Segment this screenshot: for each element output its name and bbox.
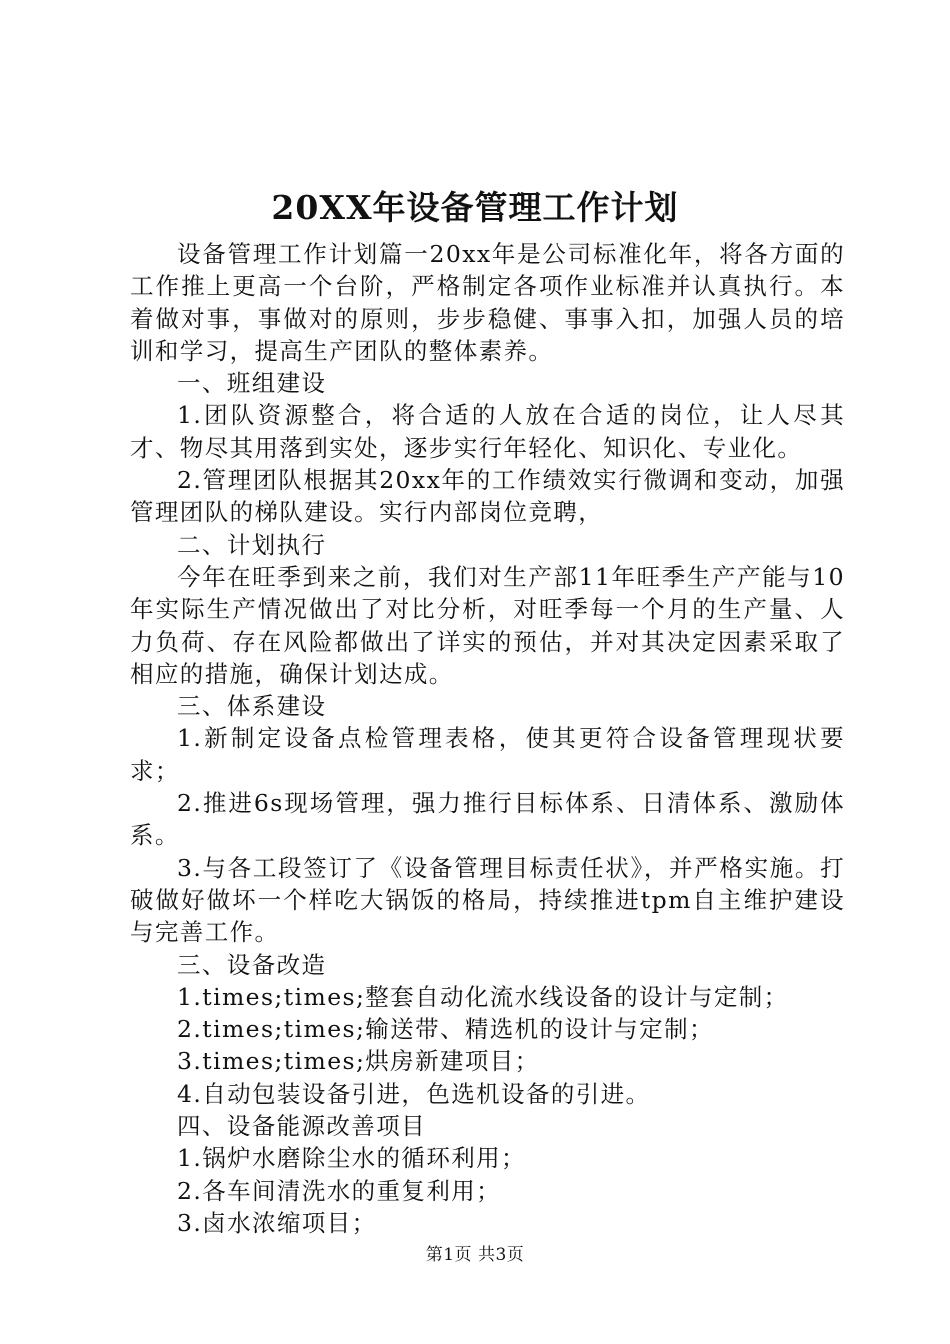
paragraph-plan: 今年在旺季到来之前，我们对生产部11年旺季生产产能与10年实际生产情况做出了对比分析，对旺季每一个月的生产量、人力负荷、存在风险都做出了详实的预估，并对其决定因素采取了相应的措施，确保计划达成。	[130, 562, 845, 688]
list-item-energy-3: 3.卤水浓缩项目；	[177, 1208, 377, 1237]
heading-team-building: 一、班组建设	[177, 369, 327, 398]
list-item-energy-1: 1.锅炉水磨除尘水的循环利用；	[177, 1144, 526, 1173]
list-item-energy-2: 2.各车间清洗水的重复利用；	[177, 1176, 502, 1205]
paragraph-system-2: 2.推进6s现场管理，强力推行目标体系、日清体系、激励体系。	[130, 789, 845, 850]
paragraph-system-3: 3.与各工段签订了《设备管理目标责任状》，并严格实施。打破做好做坏一个样吃大锅饭的格局，持续推进tpm自主维护建设与完善工作。	[130, 853, 845, 947]
list-item-upgrade-3: 3.times;times;烘房新建项目；	[177, 1047, 540, 1076]
page-number-footer: 第1页 共3页	[425, 1245, 525, 1265]
heading-energy-improvement: 四、设备能源改善项目	[177, 1112, 426, 1141]
paragraph-team-2: 2.管理团队根据其20xx年的工作绩效实行微调和变动，加强管理团队的梯队建设。实行内部岗位竞聘，	[130, 466, 845, 527]
paragraph-team-1: 1.团队资源整合，将合适的人放在合适的岗位，让人尽其才、物尽其用落到实处，逐步实行年轻化、知识化、专业化。	[130, 401, 845, 462]
list-item-upgrade-1: 1.times;times;整套自动化流水线设备的设计与定制；	[177, 982, 789, 1011]
document-body	[130, 238, 845, 1239]
document-title: 20XX年设备管理工作计划	[271, 188, 679, 227]
list-item-upgrade-2: 2.times;times;输送带、精选机的设计与定制；	[177, 1015, 714, 1044]
list-item-upgrade-4: 4.自动包装设备引进，色选机设备的引进。	[177, 1079, 651, 1108]
paragraph-system-1: 1.新制定设备点检管理表格，使其更符合设备管理现状要求；	[130, 724, 845, 785]
heading-equipment-upgrade: 三、设备改造	[177, 950, 327, 979]
paragraph-intro: 设备管理工作计划篇一20xx年是公司标准化年，将各方面的工作推上更高一个台阶，严格制定各项作业标准并认真执行。本着做对事，事做对的原则，步步稳健、事事入扣，加强人员的培训和学习，提高生产团队的整体素养。	[130, 240, 845, 365]
heading-system-building: 三、体系建设	[177, 692, 327, 721]
heading-plan-execution: 二、计划执行	[177, 530, 327, 559]
